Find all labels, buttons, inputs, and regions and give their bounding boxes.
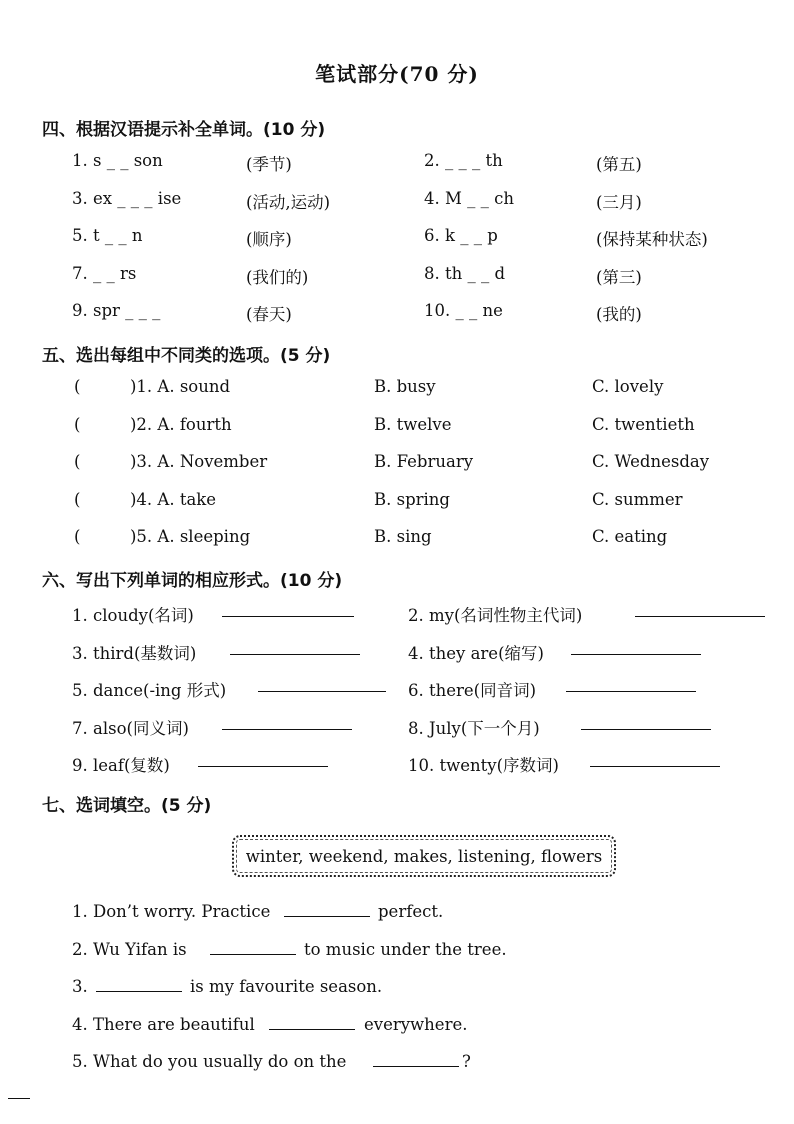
- section-4-heading: 四、根据汉语提示补全单词。(10 分): [42, 120, 326, 140]
- sec7-sentence: [0, 940, 794, 964]
- chinese-hint: (第五): [596, 155, 642, 174]
- option-a: )4. A. take: [130, 489, 217, 509]
- chinese-hint: (我们的): [246, 267, 309, 287]
- word-form-item: 9. leaf(复数): [72, 756, 170, 775]
- option-b: B. sing: [374, 527, 432, 546]
- word-form-item: 5. dance(-ing 形式): [72, 681, 227, 700]
- sentence-start: 1. Don’t worry. Practice: [72, 902, 271, 921]
- chinese-hint: (春天): [246, 305, 292, 324]
- chinese-hint: (我的): [596, 305, 642, 324]
- answer-blank[interactable]: [571, 640, 701, 655]
- sentence-end: perfect.: [378, 902, 444, 921]
- answer-blank[interactable]: [581, 715, 711, 730]
- answer-blank[interactable]: [230, 640, 360, 655]
- option-b: B. spring: [374, 489, 450, 509]
- spelling-item: 8. th _ _ d: [424, 263, 506, 283]
- answer-blank[interactable]: [284, 902, 370, 917]
- corner-mark: [8, 1098, 30, 1099]
- sec4-row: [0, 151, 794, 175]
- option-b: B. busy: [374, 377, 436, 396]
- word-bank-words: winter, weekend, makes, listening, flowers: [245, 847, 603, 866]
- answer-paren[interactable]: (: [74, 414, 81, 434]
- word-form-item: 4. they are(缩写): [408, 643, 544, 663]
- answer-paren[interactable]: (: [74, 452, 81, 471]
- spelling-item: 5. t _ _ n: [72, 226, 143, 245]
- chinese-hint: (保持某种状态): [596, 230, 708, 249]
- answer-blank[interactable]: [258, 677, 386, 692]
- option-c: C. eating: [592, 527, 668, 546]
- word-form-item: 2. my(名词性物主代词): [408, 606, 583, 625]
- sec4-row: [0, 301, 794, 325]
- spelling-item: 2. _ _ _ th: [424, 151, 503, 170]
- page-title: 笔试部分(70 分): [315, 62, 479, 86]
- word-form-item: 3. third(基数词): [72, 643, 197, 663]
- option-b: B. twelve: [374, 414, 452, 434]
- sec6-row: [0, 640, 794, 664]
- option-b: B. February: [374, 452, 474, 471]
- option-c: C. summer: [592, 489, 683, 509]
- option-a: )3. A. November: [130, 452, 268, 471]
- sec4-row: [0, 264, 794, 288]
- option-c: C. twentieth: [592, 414, 695, 434]
- answer-paren[interactable]: (: [74, 527, 81, 546]
- spelling-item: 1. s _ _ son: [72, 151, 163, 170]
- word-form-item: 7. also(同义词): [72, 718, 189, 738]
- chinese-hint: (顺序): [246, 230, 292, 249]
- sentence-end: to music under the tree.: [304, 939, 507, 959]
- word-form-item: 6. there(同音词): [408, 681, 537, 700]
- sec4-row: [0, 226, 794, 250]
- chinese-hint: (三月): [596, 192, 642, 212]
- sentence-start: 3.: [72, 977, 88, 996]
- option-a: )2. A. fourth: [130, 414, 232, 434]
- section-5-heading: 五、选出每组中不同类的选项。(5 分): [42, 346, 331, 366]
- word-bank-box: [232, 835, 616, 877]
- word-form-item: 8. July(下一个月): [408, 718, 540, 738]
- answer-blank[interactable]: [635, 602, 765, 617]
- answer-blank[interactable]: [222, 715, 352, 730]
- spelling-item: 9. spr _ _ _: [72, 301, 161, 320]
- answer-blank[interactable]: [566, 677, 696, 692]
- sec4-row: [0, 189, 794, 213]
- answer-blank[interactable]: [373, 1052, 459, 1067]
- option-c: C. lovely: [592, 377, 664, 396]
- sec5-row: [0, 415, 794, 439]
- spelling-item: 4. M _ _ ch: [424, 188, 514, 208]
- spelling-item: 6. k _ _ p: [424, 226, 498, 245]
- sec5-row: [0, 490, 794, 514]
- option-c: C. Wednesday: [592, 452, 710, 471]
- answer-blank[interactable]: [210, 940, 296, 955]
- sec6-row: [0, 715, 794, 739]
- answer-blank[interactable]: [198, 752, 328, 767]
- sec6-row: [0, 677, 794, 701]
- chinese-hint: (季节): [246, 155, 292, 174]
- answer-paren[interactable]: (: [74, 489, 81, 509]
- section-6-heading: 六、写出下列单词的相应形式。(10 分): [42, 571, 343, 591]
- sentence-start: 4. There are beautiful: [72, 1014, 255, 1034]
- sec7-sentence: [0, 1015, 794, 1039]
- sec7-sentence: [0, 1052, 794, 1076]
- sentence-end: ?: [462, 1052, 471, 1071]
- sentence-start: 2. Wu Yifan is: [72, 939, 187, 959]
- spelling-item: 3. ex _ _ _ ise: [72, 188, 182, 208]
- sentence-end: is my favourite season.: [190, 977, 383, 996]
- chinese-hint: (第三): [596, 267, 642, 287]
- answer-paren[interactable]: (: [74, 377, 81, 396]
- sec7-sentence: [0, 902, 794, 926]
- chinese-hint: (活动,运动): [246, 192, 331, 212]
- spelling-item: 7. _ _ rs: [72, 263, 137, 283]
- option-a: )5. A. sleeping: [130, 527, 251, 546]
- sec6-row: [0, 752, 794, 776]
- word-form-item: 1. cloudy(名词): [72, 606, 194, 625]
- answer-blank[interactable]: [269, 1015, 355, 1030]
- option-a: )1. A. sound: [130, 377, 231, 396]
- sec6-row: [0, 602, 794, 626]
- sentence-start: 5. What do you usually do on the: [72, 1052, 347, 1071]
- answer-blank[interactable]: [590, 752, 720, 767]
- section-7-heading: 七、选词填空。(5 分): [42, 796, 212, 816]
- word-form-item: 10. twenty(序数词): [408, 756, 559, 775]
- sentence-end: everywhere.: [364, 1014, 468, 1034]
- answer-blank[interactable]: [222, 602, 354, 617]
- sec5-row: [0, 377, 794, 401]
- sec5-row: [0, 527, 794, 551]
- spelling-item: 10. _ _ ne: [424, 301, 503, 320]
- sec7-sentence: [0, 977, 794, 1001]
- answer-blank[interactable]: [96, 977, 182, 992]
- sec5-row: [0, 452, 794, 476]
